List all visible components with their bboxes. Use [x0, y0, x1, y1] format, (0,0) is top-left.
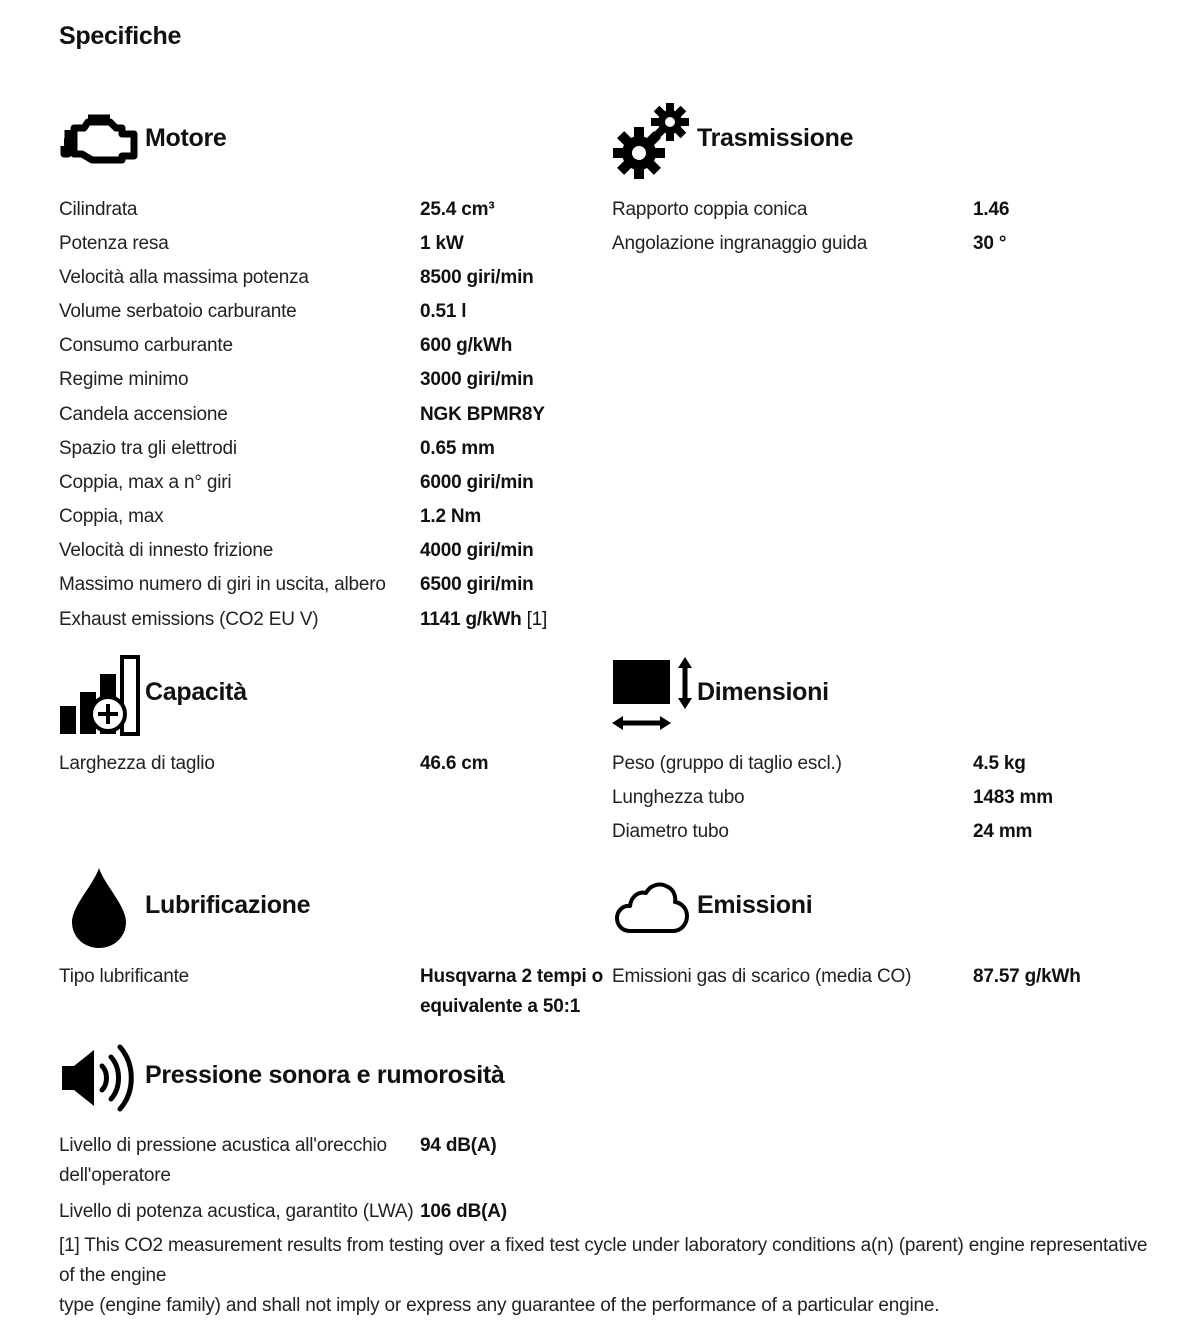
spec-value: 87.57 g/kWh [973, 966, 1081, 987]
section-title-capacita: Capacità [145, 678, 247, 706]
spec-row [59, 962, 604, 1022]
spec-label: Volume serbatoio carburante [59, 301, 297, 322]
spec-value: 25.4 cm³ [420, 199, 495, 220]
engine-icon [58, 112, 142, 168]
spec-value: 6000 giri/min [420, 472, 534, 493]
footnote-line1: [1] This CO2 measurement results from testing over a fixed test cycle under laboratory conditions a(n) (parent) engine representative of the engine [59, 1235, 1148, 1286]
spec-value: 1.2 Nm [420, 506, 482, 527]
spec-value: 30 ° [973, 233, 1007, 254]
spec-value: 600 g/kWh [420, 335, 513, 356]
section-title-trasmissione: Trasmissione [697, 124, 854, 152]
spec-value: 24 mm [973, 821, 1033, 842]
spec-value: 3000 giri/min [420, 369, 534, 390]
spec-label: Velocità alla massima potenza [59, 267, 309, 288]
spec-value [420, 605, 547, 635]
dimensions-icon [612, 657, 696, 733]
spec-value: 1483 mm [973, 787, 1053, 808]
spec-label: Regime minimo [59, 369, 189, 390]
spec-value: 4.5 kg [973, 753, 1026, 774]
spec-label: Spazio tra gli elettrodi [59, 438, 237, 459]
footnote [59, 1231, 1159, 1321]
spec-label: Exhaust emissions (CO2 EU V) [59, 609, 319, 630]
oil-drop-icon [70, 866, 128, 950]
spec-value-line2: equivalente a 50:1 [420, 996, 581, 1017]
spec-label: Candela accensione [59, 404, 228, 425]
spec-label: Massimo numero di giri in uscita, albero [59, 574, 386, 595]
spec-label: Peso (gruppo di taglio escl.) [612, 753, 842, 774]
spec-label: Lunghezza tubo [612, 787, 745, 808]
spec-label: Emissioni gas di scarico (media CO) [612, 966, 912, 987]
speaker-icon [60, 1042, 140, 1114]
spec-label-line2: dell'operatore [59, 1165, 171, 1186]
spec-label: Tipo lubrificante [59, 966, 190, 987]
gears-icon [612, 101, 692, 181]
spec-value-line1: Husqvarna 2 tempi o [420, 966, 604, 987]
spec-value-text: 1141 g/kWh [420, 609, 522, 630]
spec-label: Potenza resa [59, 233, 169, 254]
footnote-line2: type (engine family) and shall not imply or express any guarantee of the performance of a particular engine. [59, 1295, 940, 1316]
spec-value: 6500 giri/min [420, 574, 534, 595]
spec-value: 4000 giri/min [420, 540, 534, 561]
section-title-dimensioni: Dimensioni [697, 678, 829, 706]
spec-value: 8500 giri/min [420, 267, 534, 288]
spec-label: Larghezza di taglio [59, 753, 215, 774]
spec-label: Angolazione ingranaggio guida [612, 233, 868, 254]
page-title: Specifiche [59, 22, 182, 50]
spec-value: 0.65 mm [420, 438, 495, 459]
capacity-icon [58, 654, 142, 738]
spec-label: Livello di potenza acustica, garantito (LWA) [59, 1201, 414, 1222]
spec-label: Rapporto coppia conica [612, 199, 808, 220]
spec-label: Diametro tubo [612, 821, 729, 842]
spec-label-line1: Livello di pressione acustica all'orecchio [59, 1135, 387, 1156]
cloud-icon [614, 880, 690, 936]
spec-label: Consumo carburante [59, 335, 233, 356]
spec-value: 46.6 cm [420, 753, 489, 774]
spec-value: NGK BPMR8Y [420, 404, 545, 425]
section-title-pressione: Pressione sonora e rumorosità [145, 1061, 505, 1089]
section-title-lubrificazione: Lubrificazione [145, 891, 311, 919]
spec-value: 94 dB(A) [420, 1135, 497, 1156]
spec-row [59, 1131, 599, 1191]
section-title-emissioni: Emissioni [697, 891, 813, 919]
spec-value: 0.51 l [420, 301, 467, 322]
spec-label: Velocità di innesto frizione [59, 540, 274, 561]
spec-value: 106 dB(A) [420, 1201, 507, 1222]
footnote-reference-link[interactable]: [1] [526, 609, 548, 630]
section-title-motore: Motore [145, 124, 227, 152]
spec-label: Coppia, max a n° giri [59, 472, 232, 493]
spec-value: 1.46 [973, 199, 1010, 220]
spec-label: Coppia, max [59, 506, 164, 527]
spec-value: 1 kW [420, 233, 464, 254]
spec-label: Cilindrata [59, 199, 138, 220]
